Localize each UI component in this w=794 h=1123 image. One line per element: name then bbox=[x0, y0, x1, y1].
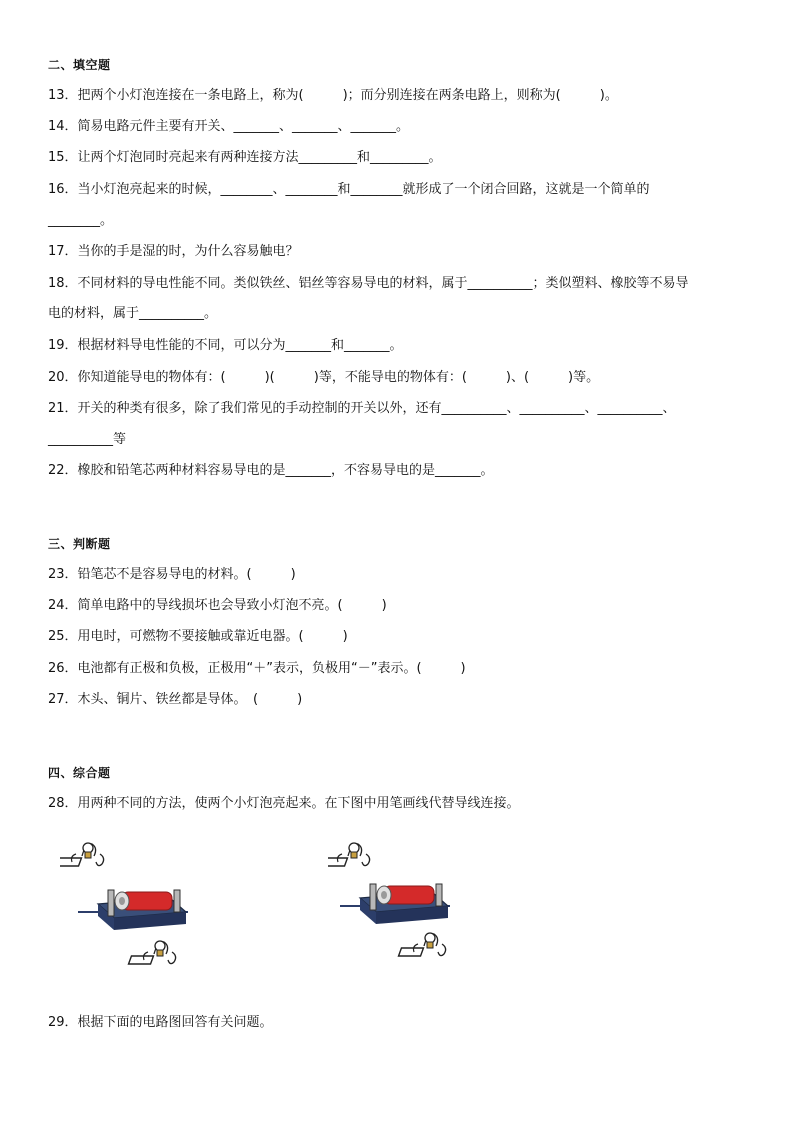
section-title-fill: 二、填空题 bbox=[48, 58, 111, 72]
battery-icon bbox=[340, 884, 450, 924]
question-14: 14．简易电路元件主要有开关、_______、_______、_______。 bbox=[48, 119, 410, 134]
question-17: 17．当你的手是湿的时，为什么容易触电？ bbox=[48, 244, 299, 259]
question-23: 23．铅笔芯不是容易导电的材料。( ) bbox=[48, 567, 296, 582]
question-21-line1: 21．开关的种类有很多，除了我们常见的手动控制的开关以外，还有__________、__________、__________、 bbox=[48, 401, 676, 416]
question-21-line2: __________等 bbox=[48, 432, 127, 447]
question-26: 26．电池都有正极和负极，正极用“＋”表示，负极用“－”表示。( ) bbox=[48, 661, 466, 676]
question-16-line2: ________。 bbox=[48, 213, 114, 228]
question-13: 13．把两个小灯泡连接在一条电路上，称为( )；而分别连接在两条电路上，则称为( )。 bbox=[48, 88, 618, 103]
question-19: 19．根据材料导电性能的不同，可以分为_______和_______。 bbox=[48, 338, 403, 353]
question-29: 29．根据下面的电路图回答有关问题。 bbox=[48, 1015, 273, 1030]
question-27: 27．木头、铜片、铁丝都是导体。 ( ) bbox=[48, 692, 303, 707]
question-25: 25．用电时，可燃物不要接触或靠近电器。( ) bbox=[48, 629, 348, 644]
question-24: 24．简单电路中的导线损坏也会导致小灯泡不亮。( ) bbox=[48, 598, 387, 613]
question-15: 15．让两个灯泡同时亮起来有两种连接方法_________和_________。 bbox=[48, 150, 442, 165]
question-16-line1: 16．当小灯泡亮起来的时候，________、________和________就形成了一个闭合回路，这就是一个简单的 bbox=[48, 182, 650, 197]
question-22: 22．橡胶和铅笔芯两种材料容易导电的是_______，不容易导电的是_______。 bbox=[48, 463, 494, 478]
section-title-judge: 三、判断题 bbox=[48, 537, 111, 551]
battery-icon bbox=[78, 890, 188, 930]
question-18-line2: 电的材料，属于__________。 bbox=[48, 306, 218, 321]
light-bulb-icon bbox=[399, 933, 446, 956]
light-bulb-icon bbox=[328, 843, 370, 866]
light-bulb-icon bbox=[60, 843, 104, 866]
light-bulb-icon bbox=[129, 941, 176, 964]
circuit-illustration-2 bbox=[328, 838, 528, 988]
question-18-line1: 18．不同材料的导电性能不同。类似铁丝、铝丝等容易导电的材料，属于__________；类似塑料、橡胶等不易导 bbox=[48, 276, 689, 291]
question-28: 28．用两种不同的方法，使两个小灯泡亮起来。在下图中用笔画线代替导线连接。 bbox=[48, 796, 520, 811]
circuit-illustration-1 bbox=[60, 838, 260, 988]
question-20: 20．你知道能导电的物体有：( )( )等，不能导电的物体有：( )、( )等。 bbox=[48, 370, 600, 385]
section-title-comprehensive: 四、综合题 bbox=[48, 766, 111, 780]
